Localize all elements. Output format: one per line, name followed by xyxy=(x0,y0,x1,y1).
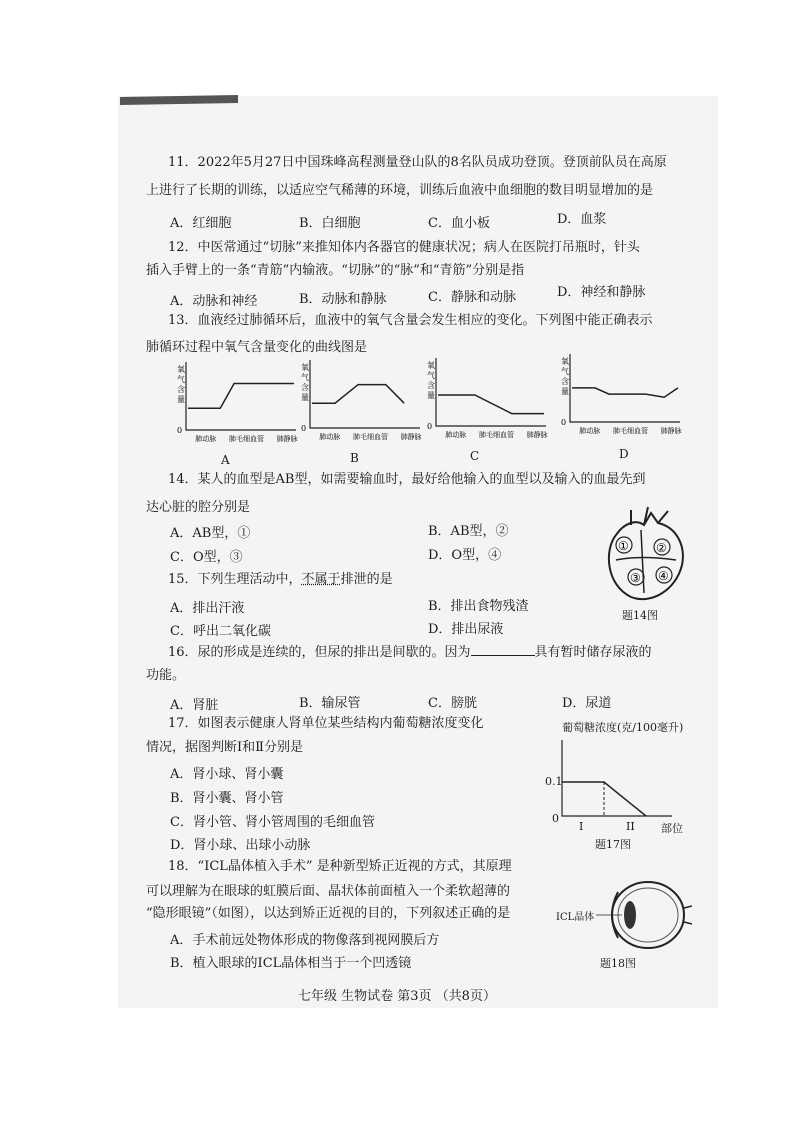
glucose-ytick: 0.1 xyxy=(545,775,563,788)
q17-option-c: C．肾小管、肾小管周围的毛细血管 xyxy=(170,815,375,830)
q12-line2: 插入手臂上的一条“青筋”内输液。“切脉”的“脉”和“青筋”分别是指 xyxy=(146,263,525,278)
heart-chamber-4: ④ xyxy=(658,569,669,583)
q15-emphasis: 不属于 xyxy=(301,572,341,587)
y-label-char: 气 xyxy=(177,375,185,384)
y-label-char: 含 xyxy=(301,383,309,392)
axes xyxy=(436,358,546,426)
heart-chamber-3: ③ xyxy=(630,571,641,585)
q17-option-d: D．肾小球、出球小动脉 xyxy=(170,838,311,853)
q14-option-c: C．O型，③ xyxy=(170,550,243,565)
y-label-char: 含 xyxy=(427,381,435,390)
q15-option-d: D．排出尿液 xyxy=(428,622,504,637)
x-tick-label: 肺静脉 xyxy=(276,435,298,443)
glucose-chart xyxy=(542,730,702,830)
q18-line1: 18．“ICL晶体植入手术” 是种新型矫正近视的方式，其原理 xyxy=(168,859,512,874)
q15-option-b: B．排出食物残渣 xyxy=(428,599,529,614)
oxygen-series-line xyxy=(312,385,404,404)
y-label-char: 气 xyxy=(301,373,309,382)
oxygen-series-line xyxy=(438,395,544,414)
x-tick-label: 肺静脉 xyxy=(526,431,548,439)
q16-option-c: C．膀胱 xyxy=(428,696,477,711)
x-tick-label: 肺毛细血管 xyxy=(353,433,388,441)
q16-option-b: B．输尿管 xyxy=(299,696,361,711)
x-tick-label: 肺动脉 xyxy=(445,431,467,439)
y-label-char: 氧 xyxy=(427,361,435,370)
oxygen-series-line xyxy=(188,384,294,409)
q15-text-pre: 15．下列生理活动中， xyxy=(168,572,302,587)
q18-option-a: A．手术前远处物体形成的物像落到视网膜后方 xyxy=(170,933,440,948)
q18-line3: “隐形眼镜”（如图），以达到矫正近视的目的，下列叙述正确的是 xyxy=(146,906,511,921)
q14-option-b: B．AB型，② xyxy=(428,524,509,539)
y-label-char: 量 xyxy=(561,387,569,396)
q13-line2: 肺循环过程中氧气含量变化的曲线图是 xyxy=(146,340,368,355)
q11-option-b: B．白细胞 xyxy=(299,216,361,231)
glucose-xlabel: 部位 xyxy=(661,822,683,835)
q11-line2: 上进行了长期的训练，以适应空气稀薄的环境，训练后血液中血细胞的数目明显增加的是 xyxy=(146,183,654,198)
glucose-ylabel: 葡萄糖浓度(克/100毫升) xyxy=(562,721,684,734)
y-label-char: 氧 xyxy=(177,365,185,374)
q12-option-c: C．静脉和动脉 xyxy=(428,290,516,305)
q17-line1: 17．如图表示健康人肾单位某些结构内葡萄糖浓度变化 xyxy=(168,716,484,731)
heart-diagram xyxy=(596,505,688,605)
axes xyxy=(186,362,296,430)
q12-option-d: D．神经和静脉 xyxy=(557,285,646,300)
q16-text-post: 具有暂时储存尿液的 xyxy=(534,645,652,660)
y-label-char: 气 xyxy=(427,371,435,380)
icl-label: ICL晶体 xyxy=(556,912,595,923)
fig18-caption: 题18图 xyxy=(600,957,636,970)
q15-text-post: 排泄的是 xyxy=(340,572,393,587)
heart-chamber-1: ① xyxy=(618,539,629,553)
chart-a-label: A xyxy=(221,453,230,467)
q16-option-a: A．肾脏 xyxy=(170,698,219,713)
q13-line1: 13．血液经过肺循环后，血液中的氧气含量会发生相应的变化。下列图中能正确表示 xyxy=(168,313,653,328)
q12-option-a: A．动脉和神经 xyxy=(170,294,258,309)
q15-option-a: A．排出汗液 xyxy=(170,601,245,616)
oxygen-chart-d xyxy=(560,354,690,452)
y-label-char: 含 xyxy=(561,377,569,386)
origin-label: 0 xyxy=(301,424,307,433)
origin-label: 0 xyxy=(427,422,433,431)
q11-line1: 11．2022年5月27日中国珠峰高程测量登山队的8名队员成功登顶。登顶前队员在高原 xyxy=(168,155,667,170)
q17-option-a: A．肾小球、肾小囊 xyxy=(170,767,284,782)
glucose-x1: I xyxy=(579,820,584,833)
x-tick-label: 肺动脉 xyxy=(195,435,217,443)
glucose-axes xyxy=(562,740,672,816)
x-tick-label: 肺毛细血管 xyxy=(229,435,264,443)
q16-option-d: D．尿道 xyxy=(562,696,612,711)
chart-c-label: C xyxy=(470,449,480,463)
oxygen-chart-c xyxy=(426,358,556,456)
q16-line1 xyxy=(168,643,652,661)
x-tick-label: 肺毛细血管 xyxy=(479,431,514,439)
q14-line2: 达心脏的腔分别是 xyxy=(146,500,251,515)
y-label-char: 氧 xyxy=(561,357,569,366)
q16-text-pre: 16．尿的形成是连续的，但尿的排出是间歇的。因为 xyxy=(168,645,471,660)
y-label-char: 氧 xyxy=(301,363,309,372)
q15-option-c: C．呼出二氧化碳 xyxy=(170,624,271,639)
q17-line2: 情况，据图判断Ⅰ和Ⅱ分别是 xyxy=(146,740,303,755)
x-tick-label: 肺动脉 xyxy=(319,433,341,441)
q11-option-c: C．血小板 xyxy=(428,216,490,231)
q11-option-d: D．血浆 xyxy=(557,212,607,227)
eye-diagram xyxy=(596,878,692,952)
origin-label: 0 xyxy=(177,426,183,435)
q17-option-b: B．肾小囊、肾小管 xyxy=(170,791,284,806)
heart-chamber-2: ② xyxy=(656,541,667,555)
chart-d-label: D xyxy=(619,447,629,461)
q14-line1: 14．某人的血型是AB型，如需要输血时，最好给他输入的血型以及输入的血最先到 xyxy=(168,472,646,487)
oxygen-series-line xyxy=(572,388,678,397)
y-label-char: 气 xyxy=(561,367,569,376)
x-tick-label: 肺静脉 xyxy=(400,433,422,441)
y-label-char: 量 xyxy=(177,395,185,404)
fig17-caption: 题17图 xyxy=(595,838,631,851)
y-label-char: 含 xyxy=(177,385,185,394)
chart-b-label: B xyxy=(350,451,359,465)
fig14-caption: 题14图 xyxy=(622,609,658,622)
q15-line1 xyxy=(168,572,393,588)
q14-option-d: D．O型，④ xyxy=(428,548,502,563)
oxygen-chart-a xyxy=(176,362,306,460)
glucose-x2: II xyxy=(626,820,635,833)
q18-line2: 可以理解为在眼球的虹膜后面、晶状体前面植入一个柔软超薄的 xyxy=(146,884,511,899)
q18-option-b: B．植入眼球的ICL晶体相当于一个凹透镜 xyxy=(170,956,412,971)
q12-line1: 12．中医常通过“切脉”来推知体内各器官的健康状况；病人在医院打吊瓶时，针头 xyxy=(168,240,640,255)
q11-option-a: A．红细胞 xyxy=(170,216,232,231)
axes xyxy=(310,360,420,428)
oxygen-chart-b xyxy=(300,360,433,458)
page-footer: 七年级 生物试卷 第3页 （共8页） xyxy=(298,989,496,1004)
q16-line2: 功能。 xyxy=(146,668,186,683)
x-tick-label: 肺动脉 xyxy=(579,427,601,435)
y-label-char: 量 xyxy=(427,391,435,400)
q12-option-b: B．动脉和静脉 xyxy=(299,292,387,307)
x-tick-label: 肺静脉 xyxy=(660,427,682,435)
x-tick-label: 肺毛细血管 xyxy=(613,427,648,435)
q14-option-a: A．AB型，① xyxy=(170,526,251,541)
glucose-origin: 0 xyxy=(552,812,559,825)
origin-label: 0 xyxy=(561,418,567,427)
y-label-char: 量 xyxy=(301,393,309,402)
q16-blank xyxy=(471,643,535,656)
